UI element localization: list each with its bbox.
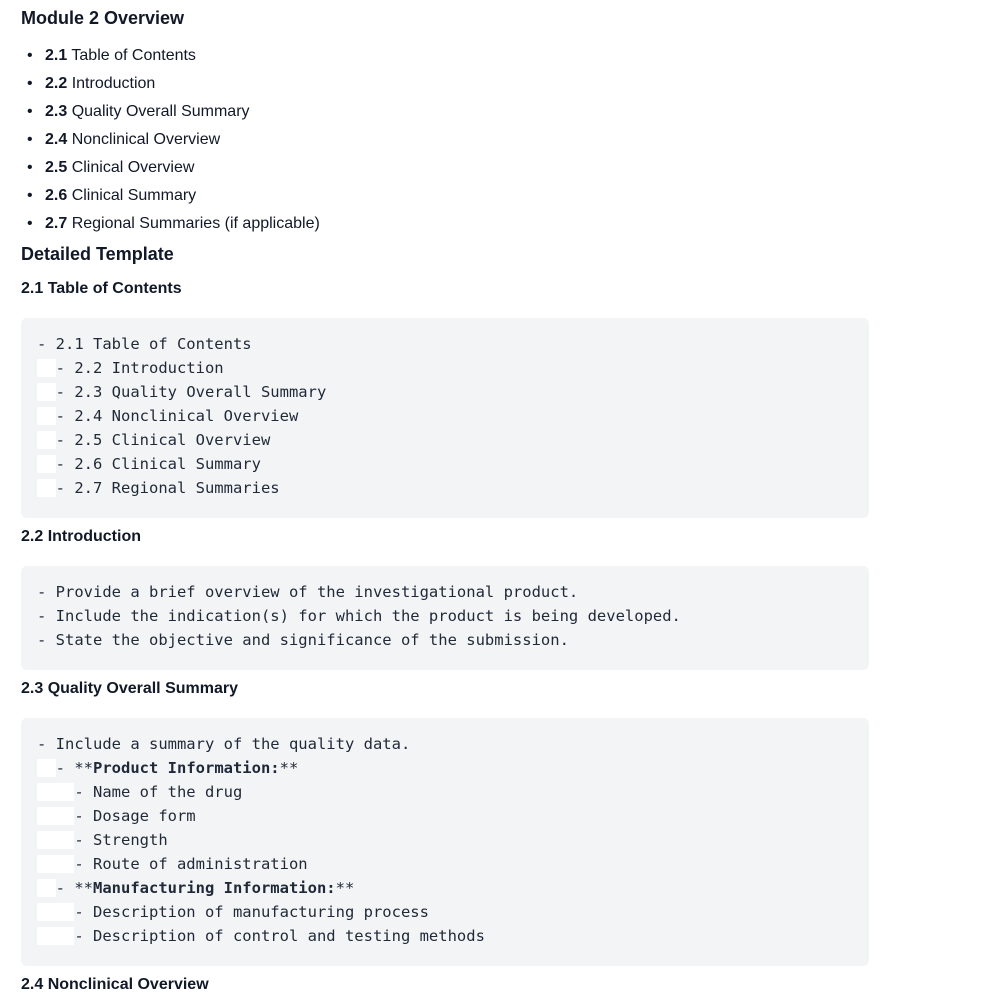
code-line: - 2.5 Clinical Overview <box>37 428 869 452</box>
module-toc-list <box>27 42 320 238</box>
list-item <box>27 154 320 182</box>
toc-label: Regional Summaries (if applicable) <box>67 215 320 232</box>
code-line: - Include a summary of the quality data. <box>37 735 411 753</box>
toc-label: Clinical Summary <box>67 187 197 204</box>
code-block-2-1 <box>21 318 869 518</box>
list-item <box>27 126 320 154</box>
code-block-2-3 <box>21 718 869 966</box>
list-item <box>27 182 320 210</box>
detailed-template-heading: Detailed Template <box>21 244 174 264</box>
code-block-2-2 <box>21 566 869 670</box>
toc-number: 2.7 <box>45 215 68 232</box>
code-line: - Dosage form <box>37 804 869 828</box>
page-title: Module 2 Overview <box>21 8 185 28</box>
toc-number: 2.3 <box>45 103 68 120</box>
toc-number: 2.4 <box>45 131 68 148</box>
list-item <box>27 98 320 126</box>
toc-label: Introduction <box>67 75 156 92</box>
code-line: - Description of manufacturing process <box>37 900 869 924</box>
code-line: - 2.2 Introduction <box>37 356 869 380</box>
code-line: - **Product Information:** <box>37 756 869 780</box>
code-line: - Include the indication(s) for which the product is being developed. <box>37 607 681 625</box>
code-line: - 2.6 Clinical Summary <box>37 452 869 476</box>
section-heading-2-4: 2.4 Nonclinical Overview <box>21 976 209 993</box>
list-item <box>27 70 320 98</box>
toc-number: 2.6 <box>45 187 68 204</box>
bullet-icon: • <box>27 75 33 92</box>
code-line: - 2.7 Regional Summaries <box>37 476 869 500</box>
code-line: - **Manufacturing Information:** <box>37 876 869 900</box>
code-line: - 2.3 Quality Overall Summary <box>37 380 869 404</box>
code-line: - State the objective and significance of the submission. <box>37 631 569 649</box>
section-heading-2-2: 2.2 Introduction <box>21 528 141 545</box>
bullet-icon: • <box>27 159 33 176</box>
toc-number: 2.1 <box>45 47 68 64</box>
code-line: - Provide a brief overview of the investigational product. <box>37 583 579 601</box>
toc-label: Table of Contents <box>67 47 196 64</box>
list-item <box>27 210 320 238</box>
code-line: - Description of control and testing methods <box>37 924 869 948</box>
toc-label: Nonclinical Overview <box>67 131 221 148</box>
toc-label: Quality Overall Summary <box>67 103 250 120</box>
bullet-icon: • <box>27 47 33 64</box>
bullet-icon: • <box>27 131 33 148</box>
bullet-icon: • <box>27 215 33 232</box>
section-heading-2-3: 2.3 Quality Overall Summary <box>21 680 238 697</box>
list-item <box>27 42 320 70</box>
code-line: - Strength <box>37 828 869 852</box>
code-line: - 2.1 Table of Contents <box>37 335 252 353</box>
toc-number: 2.2 <box>45 75 68 92</box>
toc-label: Clinical Overview <box>67 159 195 176</box>
code-line: - 2.4 Nonclinical Overview <box>37 404 869 428</box>
code-line: - Route of administration <box>37 852 869 876</box>
toc-number: 2.5 <box>45 159 68 176</box>
bullet-icon: • <box>27 103 33 120</box>
code-line: - Name of the drug <box>37 780 869 804</box>
section-heading-2-1: 2.1 Table of Contents <box>21 280 182 297</box>
bullet-icon: • <box>27 187 33 204</box>
